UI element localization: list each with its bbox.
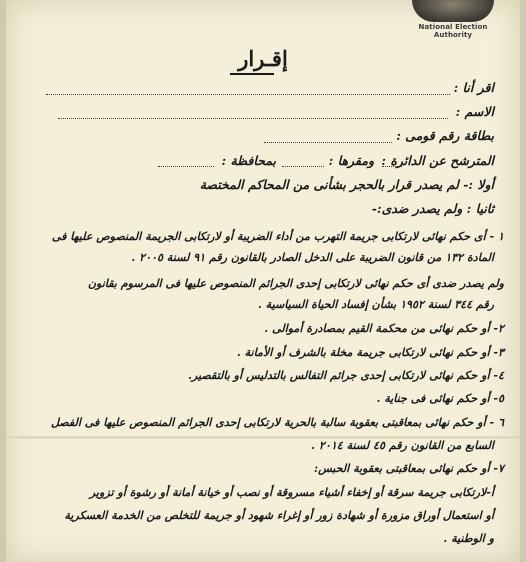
item-7a-line-1: أ-لارتكابى جريمة سرقة أو إخفاء أشياء مسروقة أو نصب أو خيانة أمانة أو رشوة أو تزوير (89, 486, 494, 499)
iqrar-label: اقر أنا : (453, 80, 494, 95)
governorate-blank[interactable] (158, 166, 214, 167)
id-card-blank[interactable] (264, 142, 392, 143)
paper-fold (6, 436, 520, 439)
item-1-line-4: رقم ٣٤٤ لسنة ١٩٥٢ بشأن إفساد الحياة السياسية . (257, 298, 494, 311)
hq-label: ومقرها : (328, 153, 374, 168)
logo-label: National Election Authority (418, 23, 488, 39)
eagle-emblem-icon (412, 0, 494, 22)
item-1-line-2: المادة ١٣٢ من قانون الضريبة على الدخل الصادر بالقانون رقم ٩١ لسنة ٢٠٠٥ . (131, 251, 494, 264)
item-7a-line-2: أو استعمال أوراق مزورة أو شهادة زور أو إغراء شهود أو جريمة للتخلص من الخدمة العسكرية (64, 509, 494, 522)
statement-first: أولا :- لم يصدر قرار بالحجر بشأنى من المحاكم المختصة (199, 177, 494, 192)
name-blank[interactable] (58, 118, 448, 119)
item-2: ٢- أو حكم نهائى من محكمة القيم بمصادرة أموالى . (264, 322, 504, 335)
statement-second: ثانيا : ولم يصدر ضدى:- (371, 201, 494, 216)
authority-logo (404, 0, 502, 39)
name-label: الاسم : (455, 104, 494, 119)
iqrar-blank[interactable] (46, 94, 450, 95)
document-page (6, 0, 520, 562)
governorate-label: بمحافظة : (221, 153, 276, 168)
item-5: ٥- أو حكم نهائى فى جناية . (376, 392, 504, 405)
candidate-label: المترشح عن الدائرة : (381, 153, 494, 168)
item-1-line-1: ١ - أى حكم نهائى لارتكابى جريمة التهرب من أداء الضريبة أو لارتكابى الجريمة المنصوص عليها فى (51, 230, 504, 243)
item-7a-line-3: و الوطنية . (443, 532, 494, 545)
document-title: إقـرار (238, 46, 288, 71)
item-6-line-2: السابع من القانون رقم ٤٥ لسنة ٢٠١٤ . (311, 439, 494, 452)
item-1-line-3: ولم يصدر ضدى أى حكم نهائى لارتكابى إحدى الجرائم المنصوص عليها فى المرسوم بقانون (87, 277, 504, 290)
item-4: ٤- أو حكم نهائى لارتكابى إحدى جرائم التفالس بالتدليس أو بالتقصير. (188, 369, 504, 382)
title-underline (230, 73, 274, 75)
hq-blank[interactable] (282, 166, 324, 167)
item-6-line-1: ٦ - أو حكم نهائى بمعاقبتى بعقوبة سالبة بالحرية لارتكابى إحدى الجرائم المنصوص عليها فى الفصل (50, 416, 504, 429)
item-7: ٧- أو حكم نهائى بمعاقبتى بعقوبة الحبس: (314, 462, 504, 475)
item-3: ٣- أو حكم نهائى لارتكابى جريمة مخلة بالشرف أو الأمانة . (236, 346, 504, 359)
candidate-blank[interactable] (382, 166, 402, 167)
id-card-label: بطاقة رقم قومى : (396, 128, 494, 143)
